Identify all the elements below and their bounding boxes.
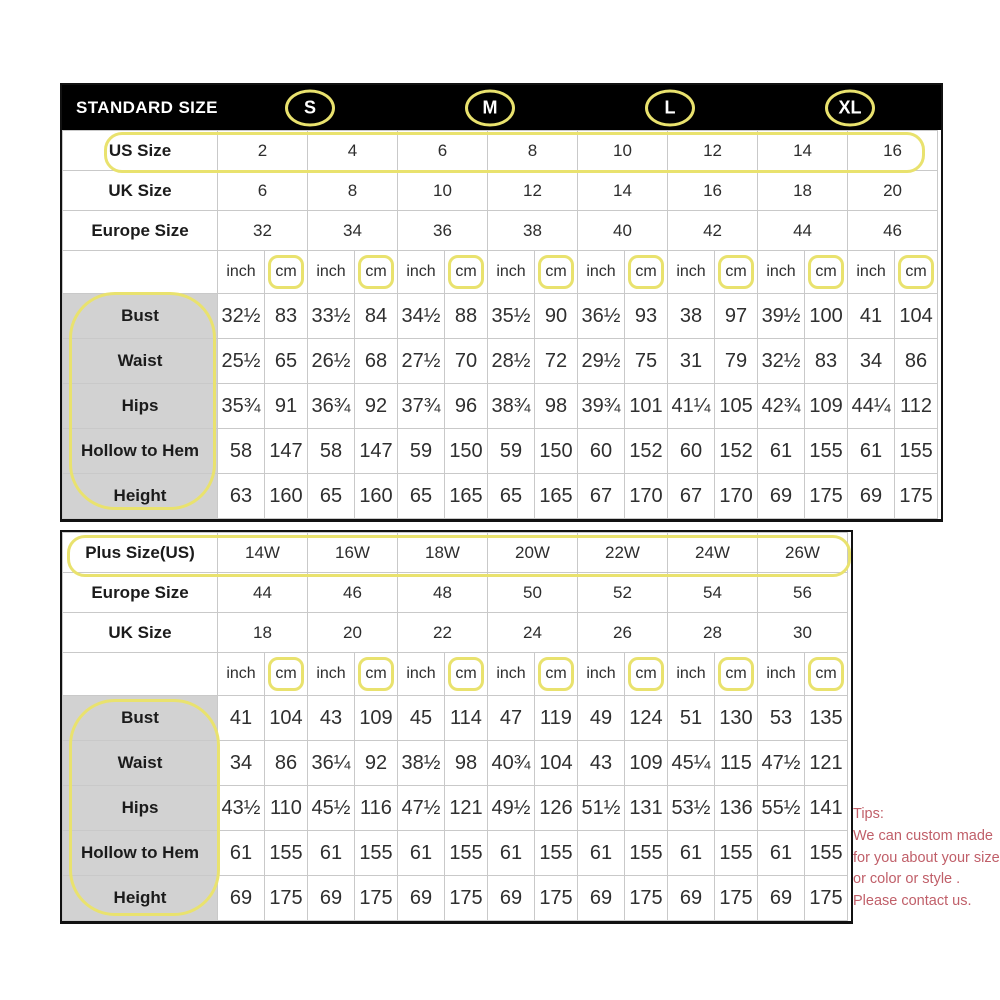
standard-size-title: STANDARD SIZE	[76, 97, 218, 117]
measurement-cm-cell: 175	[535, 876, 578, 921]
measurement-inch-cell: 43½	[218, 786, 265, 831]
size-cell: 22	[398, 613, 488, 653]
measurement-inch-cell: 32½	[218, 294, 265, 339]
cm-label-highlighted: cm	[805, 653, 848, 696]
size-cell: 32	[218, 211, 308, 251]
measurement-cm-cell: 150	[535, 429, 578, 474]
size-row	[63, 131, 938, 171]
measurement-cm-cell: 109	[355, 696, 398, 741]
size-cell: 4	[308, 131, 398, 171]
measurement-cm-cell: 90	[535, 294, 578, 339]
measurement-cm-cell: 131	[625, 786, 668, 831]
measurement-inch-cell: 69	[758, 876, 805, 921]
measurement-cm-cell: 75	[625, 339, 668, 384]
inch-label: inch	[308, 653, 355, 696]
measurement-cm-cell: 92	[355, 384, 398, 429]
size-cell: 52	[578, 573, 668, 613]
measurement-cm-cell: 109	[625, 741, 668, 786]
measure-row-label: Bust	[63, 696, 218, 741]
measurement-cm-cell: 155	[355, 831, 398, 876]
measure-row-label: Bust	[63, 294, 218, 339]
measurement-inch-cell: 60	[578, 429, 625, 474]
size-cell: 18	[758, 171, 848, 211]
measurement-cm-cell: 136	[715, 786, 758, 831]
measure-row	[63, 876, 848, 921]
measurement-cm-cell: 175	[805, 474, 848, 519]
size-cell: 48	[398, 573, 488, 613]
measurement-inch-cell: 39¾	[578, 384, 625, 429]
row-label: Europe Size	[63, 573, 218, 613]
measurement-cm-cell: 88	[445, 294, 488, 339]
cm-label-highlighted: cm	[625, 653, 668, 696]
cm-label-highlighted: cm	[265, 653, 308, 696]
unit-row	[63, 251, 938, 294]
measurement-inch-cell: 44¼	[848, 384, 895, 429]
size-row	[63, 573, 848, 613]
measurement-cm-cell: 121	[445, 786, 488, 831]
measurement-inch-cell: 45½	[308, 786, 355, 831]
size-cell: 14W	[218, 533, 308, 573]
size-cell: 6	[218, 171, 308, 211]
size-cell: 6	[398, 131, 488, 171]
measurement-cm-cell: 104	[265, 696, 308, 741]
row-label: US Size	[63, 131, 218, 171]
measurement-cm-cell: 116	[355, 786, 398, 831]
measure-row-label: Waist	[63, 741, 218, 786]
cm-label-highlighted: cm	[445, 653, 488, 696]
measurement-cm-cell: 84	[355, 294, 398, 339]
measurement-cm-cell: 112	[895, 384, 938, 429]
measurement-inch-cell: 38¾	[488, 384, 535, 429]
measurement-inch-cell: 25½	[218, 339, 265, 384]
measurement-cm-cell: 124	[625, 696, 668, 741]
measure-row-label: Hips	[63, 786, 218, 831]
measurement-inch-cell: 41¼	[668, 384, 715, 429]
tips-line: for you about your size	[853, 849, 1000, 866]
size-cell: 42	[668, 211, 758, 251]
measurement-inch-cell: 47½	[758, 741, 805, 786]
size-row	[63, 533, 848, 573]
measurement-cm-cell: 83	[805, 339, 848, 384]
size-cell: 14	[758, 131, 848, 171]
measurement-cm-cell: 150	[445, 429, 488, 474]
size-cell: 24W	[668, 533, 758, 573]
cm-label-highlighted: cm	[535, 653, 578, 696]
inch-label: inch	[578, 251, 625, 294]
measurement-cm-cell: 155	[805, 831, 848, 876]
inch-label: inch	[668, 653, 715, 696]
size-cell: 18W	[398, 533, 488, 573]
measurement-cm-cell: 79	[715, 339, 758, 384]
inch-label: inch	[488, 251, 535, 294]
size-cell: 18	[218, 613, 308, 653]
measurement-cm-cell: 104	[535, 741, 578, 786]
measurement-inch-cell: 55½	[758, 786, 805, 831]
measure-row	[63, 474, 938, 519]
standard-size-table	[60, 83, 943, 522]
measurement-inch-cell: 34	[218, 741, 265, 786]
measurement-cm-cell: 152	[715, 429, 758, 474]
measurement-cm-cell: 121	[805, 741, 848, 786]
inch-label: inch	[758, 251, 805, 294]
measurement-inch-cell: 61	[488, 831, 535, 876]
size-cell: 34	[308, 211, 398, 251]
measurement-cm-cell: 152	[625, 429, 668, 474]
size-cell: 8	[308, 171, 398, 211]
size-cell: 16	[848, 131, 938, 171]
size-cell: 44	[218, 573, 308, 613]
measurement-inch-cell: 39½	[758, 294, 805, 339]
tips-line: or color or style .	[853, 871, 961, 888]
measure-row-label: Hips	[63, 384, 218, 429]
measurement-inch-cell: 36¼	[308, 741, 355, 786]
row-label: UK Size	[63, 171, 218, 211]
measurement-inch-cell: 69	[398, 876, 445, 921]
measure-row	[63, 741, 848, 786]
measurement-cm-cell: 160	[265, 474, 308, 519]
measurement-inch-cell: 31	[668, 339, 715, 384]
unit-row	[63, 653, 848, 696]
size-group-label-l: L	[645, 89, 695, 126]
inch-label: inch	[758, 653, 805, 696]
size-group-label-xl: XL	[825, 89, 875, 126]
measure-row	[63, 339, 938, 384]
measurement-inch-cell: 41	[848, 294, 895, 339]
measurement-inch-cell: 61	[308, 831, 355, 876]
measurement-cm-cell: 110	[265, 786, 308, 831]
size-cell: 56	[758, 573, 848, 613]
tips-title: Tips:	[853, 806, 884, 822]
measurement-cm-cell: 155	[535, 831, 578, 876]
tips-note	[853, 804, 1000, 913]
measurement-cm-cell: 141	[805, 786, 848, 831]
size-cell: 36	[398, 211, 488, 251]
measurement-cm-cell: 147	[355, 429, 398, 474]
size-cell: 20W	[488, 533, 578, 573]
measurement-inch-cell: 69	[578, 876, 625, 921]
measurement-inch-cell: 45¼	[668, 741, 715, 786]
measurement-cm-cell: 175	[265, 876, 308, 921]
measurement-cm-cell: 98	[535, 384, 578, 429]
measurement-inch-cell: 38½	[398, 741, 445, 786]
measurement-inch-cell: 53½	[668, 786, 715, 831]
measurement-inch-cell: 69	[218, 876, 265, 921]
tips-line: We can custom made	[853, 827, 993, 844]
cm-label-highlighted: cm	[625, 251, 668, 294]
size-cell: 26W	[758, 533, 848, 573]
measure-row	[63, 696, 848, 741]
measurement-cm-cell: 175	[355, 876, 398, 921]
measurement-inch-cell: 65	[398, 474, 445, 519]
measurement-inch-cell: 61	[578, 831, 625, 876]
inch-label: inch	[308, 251, 355, 294]
measurement-inch-cell: 33½	[308, 294, 355, 339]
measurement-inch-cell: 28½	[488, 339, 535, 384]
measurement-cm-cell: 114	[445, 696, 488, 741]
measurement-inch-cell: 35½	[488, 294, 535, 339]
measurement-inch-cell: 34½	[398, 294, 445, 339]
measurement-inch-cell: 49½	[488, 786, 535, 831]
cm-label-highlighted: cm	[715, 653, 758, 696]
row-label: Plus Size(US)	[63, 533, 218, 573]
measurement-inch-cell: 69	[488, 876, 535, 921]
measure-row-label: Height	[63, 474, 218, 519]
size-cell: 28	[668, 613, 758, 653]
size-cell: 12	[488, 171, 578, 211]
inch-label: inch	[398, 251, 445, 294]
measurement-inch-cell: 34	[848, 339, 895, 384]
measurement-cm-cell: 101	[625, 384, 668, 429]
size-cell: 10	[578, 131, 668, 171]
inch-label: inch	[218, 653, 265, 696]
unit-row-label	[63, 251, 218, 294]
measurement-inch-cell: 58	[218, 429, 265, 474]
measurement-cm-cell: 97	[715, 294, 758, 339]
measurement-inch-cell: 59	[488, 429, 535, 474]
measurement-inch-cell: 69	[308, 876, 355, 921]
measurement-inch-cell: 47	[488, 696, 535, 741]
measure-row	[63, 429, 938, 474]
measurement-cm-cell: 98	[445, 741, 488, 786]
measurement-cm-cell: 70	[445, 339, 488, 384]
measurement-cm-cell: 91	[265, 384, 308, 429]
measurement-cm-cell: 100	[805, 294, 848, 339]
measurement-inch-cell: 43	[308, 696, 355, 741]
inch-label: inch	[848, 251, 895, 294]
size-cell: 44	[758, 211, 848, 251]
row-label: Europe Size	[63, 211, 218, 251]
row-label: UK Size	[63, 613, 218, 653]
measurement-inch-cell: 32½	[758, 339, 805, 384]
plus-size-table	[60, 530, 853, 924]
measurement-inch-cell: 67	[668, 474, 715, 519]
measurement-cm-cell: 175	[715, 876, 758, 921]
size-cell: 46	[848, 211, 938, 251]
measurement-inch-cell: 61	[848, 429, 895, 474]
measurement-cm-cell: 86	[895, 339, 938, 384]
cm-label-highlighted: cm	[805, 251, 848, 294]
plus-size-grid	[62, 532, 848, 921]
inch-label: inch	[398, 653, 445, 696]
measurement-inch-cell: 61	[668, 831, 715, 876]
measurement-inch-cell: 26½	[308, 339, 355, 384]
measurement-cm-cell: 170	[625, 474, 668, 519]
measurement-inch-cell: 61	[218, 831, 265, 876]
measurement-inch-cell: 53	[758, 696, 805, 741]
measure-row-label: Hollow to Hem	[63, 429, 218, 474]
measurement-cm-cell: 109	[805, 384, 848, 429]
measurement-inch-cell: 60	[668, 429, 715, 474]
measurement-inch-cell: 59	[398, 429, 445, 474]
cm-label-highlighted: cm	[265, 251, 308, 294]
size-cell: 24	[488, 613, 578, 653]
measure-row	[63, 294, 938, 339]
size-cell: 46	[308, 573, 398, 613]
measurement-cm-cell: 119	[535, 696, 578, 741]
size-row	[63, 171, 938, 211]
measurement-cm-cell: 86	[265, 741, 308, 786]
measurement-cm-cell: 170	[715, 474, 758, 519]
measurement-cm-cell: 135	[805, 696, 848, 741]
measurement-inch-cell: 69	[668, 876, 715, 921]
measurement-inch-cell: 38	[668, 294, 715, 339]
size-cell: 38	[488, 211, 578, 251]
measurement-inch-cell: 65	[488, 474, 535, 519]
measurement-inch-cell: 40¾	[488, 741, 535, 786]
measurement-cm-cell: 155	[625, 831, 668, 876]
measurement-cm-cell: 155	[265, 831, 308, 876]
measurement-inch-cell: 45	[398, 696, 445, 741]
measurement-cm-cell: 105	[715, 384, 758, 429]
size-cell: 10	[398, 171, 488, 211]
measurement-cm-cell: 130	[715, 696, 758, 741]
measurement-cm-cell: 155	[895, 429, 938, 474]
size-group-label-s: S	[285, 89, 335, 126]
size-cell: 12	[668, 131, 758, 171]
measurement-cm-cell: 96	[445, 384, 488, 429]
measurement-inch-cell: 43	[578, 741, 625, 786]
measurement-inch-cell: 61	[398, 831, 445, 876]
size-cell: 22W	[578, 533, 668, 573]
measurement-inch-cell: 35¾	[218, 384, 265, 429]
size-cell: 16	[668, 171, 758, 211]
measurement-cm-cell: 175	[445, 876, 488, 921]
measurement-inch-cell: 67	[578, 474, 625, 519]
cm-label-highlighted: cm	[355, 251, 398, 294]
tips-line: Please contact us.	[853, 893, 972, 909]
measurement-inch-cell: 51	[668, 696, 715, 741]
size-cell: 20	[848, 171, 938, 211]
measurement-inch-cell: 58	[308, 429, 355, 474]
measurement-inch-cell: 61	[758, 429, 805, 474]
measurement-inch-cell: 65	[308, 474, 355, 519]
measurement-cm-cell: 165	[535, 474, 578, 519]
cm-label-highlighted: cm	[535, 251, 578, 294]
measurement-cm-cell: 175	[895, 474, 938, 519]
standard-size-header-bar	[62, 85, 941, 130]
measure-row-label: Hollow to Hem	[63, 831, 218, 876]
tips-lines	[853, 826, 1000, 913]
measurement-cm-cell: 93	[625, 294, 668, 339]
measurement-inch-cell: 36¾	[308, 384, 355, 429]
inch-label: inch	[578, 653, 625, 696]
inch-label: inch	[668, 251, 715, 294]
size-group-label-m: M	[465, 89, 515, 126]
measurement-inch-cell: 42¾	[758, 384, 805, 429]
measurement-cm-cell: 155	[715, 831, 758, 876]
measurement-inch-cell: 37¾	[398, 384, 445, 429]
cm-label-highlighted: cm	[715, 251, 758, 294]
measurement-cm-cell: 68	[355, 339, 398, 384]
measurement-inch-cell: 63	[218, 474, 265, 519]
cm-label-highlighted: cm	[445, 251, 488, 294]
measure-row	[63, 786, 848, 831]
size-row	[63, 211, 938, 251]
measure-row-label: Waist	[63, 339, 218, 384]
measure-row	[63, 384, 938, 429]
measurement-cm-cell: 126	[535, 786, 578, 831]
size-row	[63, 613, 848, 653]
measurement-inch-cell: 49	[578, 696, 625, 741]
measurement-cm-cell: 72	[535, 339, 578, 384]
measurement-cm-cell: 115	[715, 741, 758, 786]
measurement-inch-cell: 61	[758, 831, 805, 876]
measurement-cm-cell: 104	[895, 294, 938, 339]
measurement-inch-cell: 69	[758, 474, 805, 519]
size-cell: 40	[578, 211, 668, 251]
measurement-cm-cell: 155	[445, 831, 488, 876]
measurement-cm-cell: 155	[805, 429, 848, 474]
measure-row-label: Height	[63, 876, 218, 921]
measurement-cm-cell: 83	[265, 294, 308, 339]
size-cell: 20	[308, 613, 398, 653]
size-cell: 54	[668, 573, 758, 613]
inch-label: inch	[218, 251, 265, 294]
size-cell: 26	[578, 613, 668, 653]
size-cell: 2	[218, 131, 308, 171]
measurement-cm-cell: 165	[445, 474, 488, 519]
size-cell: 50	[488, 573, 578, 613]
measurement-inch-cell: 47½	[398, 786, 445, 831]
size-cell: 8	[488, 131, 578, 171]
measurement-inch-cell: 41	[218, 696, 265, 741]
measurement-cm-cell: 92	[355, 741, 398, 786]
measurement-cm-cell: 65	[265, 339, 308, 384]
measurement-cm-cell: 147	[265, 429, 308, 474]
measurement-inch-cell: 51½	[578, 786, 625, 831]
measurement-cm-cell: 175	[805, 876, 848, 921]
measurement-cm-cell: 175	[625, 876, 668, 921]
measurement-inch-cell: 69	[848, 474, 895, 519]
unit-row-label	[63, 653, 218, 696]
size-cell: 14	[578, 171, 668, 211]
inch-label: inch	[488, 653, 535, 696]
measurement-inch-cell: 29½	[578, 339, 625, 384]
measure-row	[63, 831, 848, 876]
size-cell: 16W	[308, 533, 398, 573]
standard-size-grid	[62, 130, 938, 519]
cm-label-highlighted: cm	[895, 251, 938, 294]
size-cell: 30	[758, 613, 848, 653]
measurement-inch-cell: 27½	[398, 339, 445, 384]
measurement-cm-cell: 160	[355, 474, 398, 519]
cm-label-highlighted: cm	[355, 653, 398, 696]
measurement-inch-cell: 36½	[578, 294, 625, 339]
